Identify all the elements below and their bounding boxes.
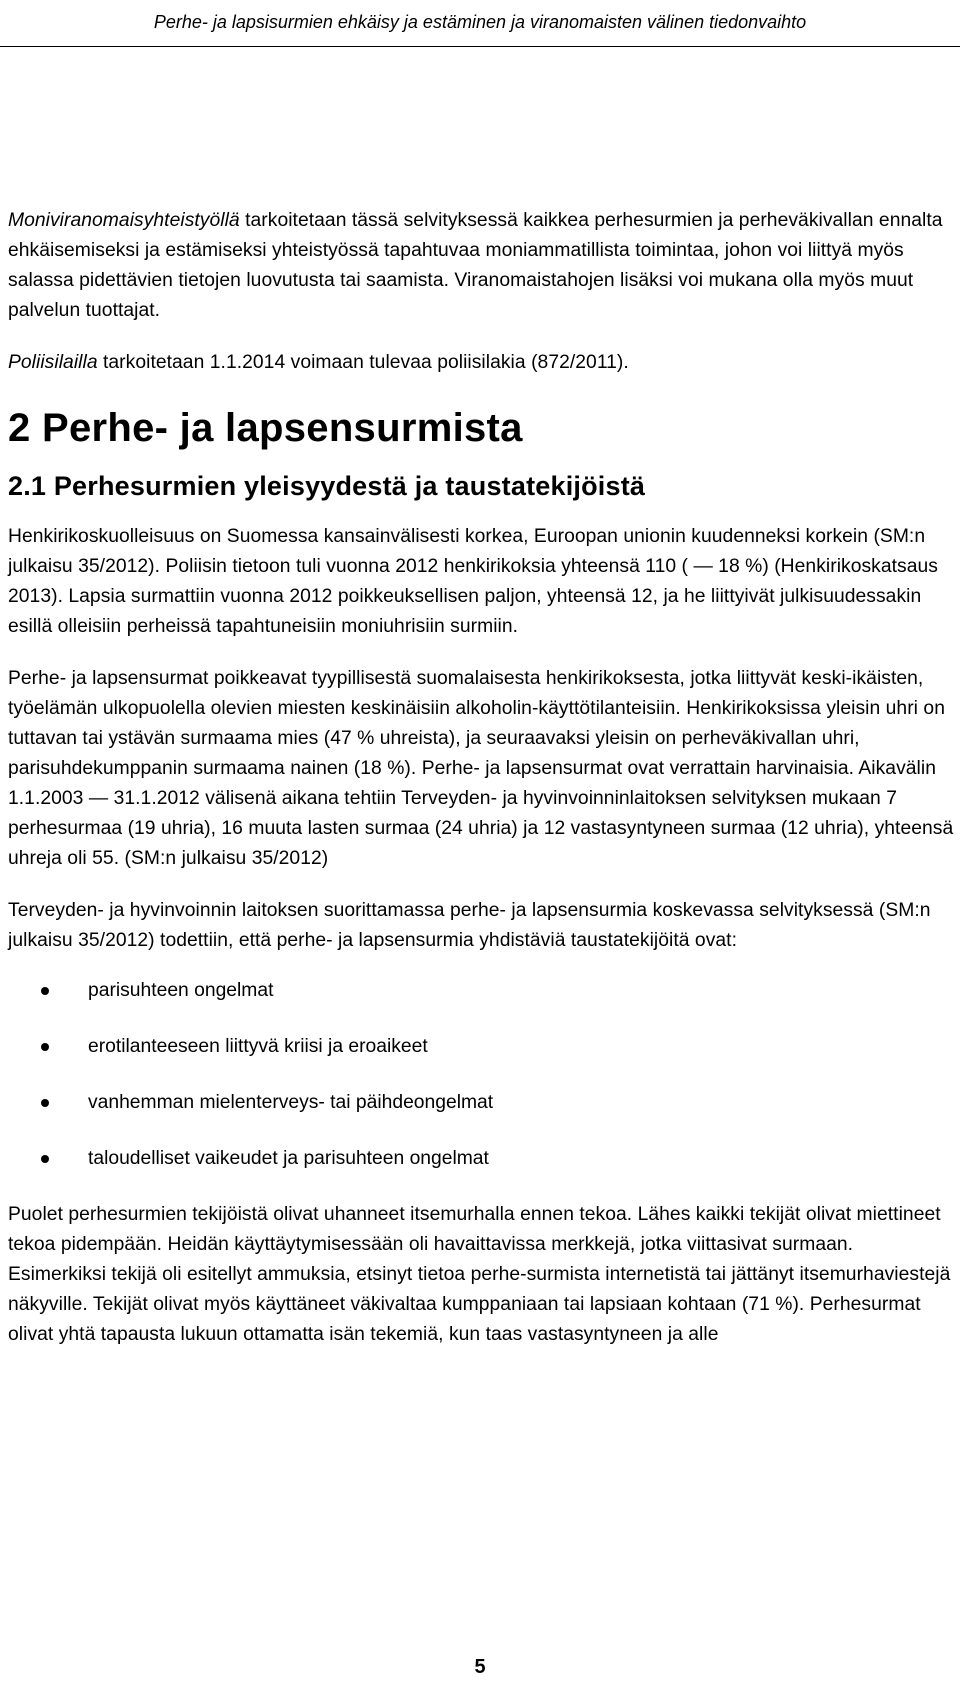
section-heading: 2 Perhe- ja lapsensurmista (8, 406, 523, 450)
bullet-icon (41, 1043, 49, 1051)
subsection-heading: 2.1 Perhesurmien yleisyydestä ja taustatekijöistä (8, 471, 646, 501)
definition-text: tarkoitetaan 1.1.2014 voimaan tulevaa poliisilakia (872/2011). (97, 352, 629, 373)
list-item: erotilanteeseen liittyvä kriisi ja eroaikeet (8, 1032, 956, 1062)
bullet-icon (41, 1099, 49, 1107)
list-item: vanhemman mielenterveys- tai päihdeongelmat (8, 1088, 956, 1118)
definition-text: tarkoitetaan tässä selvityksessä kaikkea perhesurmien ja perheväkivallan ennalta ehkäisemiseksi ja estämiseksi yhteistyössä tapahtuvaa moniammatillista toimintaa, johon voi liittyä myös salassa pidettävien tietojen luovutusta tai saamista. Viranomaistahojen lisäksi voi mukana olla myös muut palvelun tuottajat. (8, 210, 943, 321)
bullet-icon (41, 1155, 49, 1163)
paragraph-homicide-rate: Henkirikoskuolleisuus on Suomessa kansainvälisesti korkea, Euroopan unionin kuudenneksi korkein (SM:n julkaisu 35/2012). Poliisin tietoon tuli vuonna 2012 henkirikoksia yhteensä 110 ( — 18 %) (Henkirikoskatsaus 2013). Lapsia surmattiin vuonna 2012 poikkeuksellisen paljon, yhteensä 12, ja he liittyivät julkisuudessakin esillä olleisiin perheissä tapahtuneisiin moniuhrisiin surmiin. (8, 526, 938, 637)
list-item: parisuhteen ongelmat (8, 976, 956, 1006)
document-body (8, 206, 956, 1350)
definition-police-act (8, 348, 956, 378)
definition-term: Moniviranomaisyhteistyöllä (8, 210, 240, 231)
definition-multiagency (8, 206, 956, 326)
paragraph-background-factors-intro: Terveyden- ja hyvinvoinnin laitoksen suorittamassa perhe- ja lapsensurmia koskevassa selvityksessä (SM:n julkaisu 35/2012) todettiin, että perhe- ja lapsensurmia yhdistäviä taustatekijöitä ovat: (8, 900, 931, 951)
paragraph-family-homicide-stats: Perhe- ja lapsensurmat poikkeavat tyypillisestä suomalaisesta henkirikoksesta, jotka liittyvät keski-ikäisten, työelämän ulkopuolella olevien miesten keskinäisiin alkoholin-käyttötilanteisiin. Henkirikoksissa yleisin uhri on tuttavan tai ystävän surmaama mies (47 % uhreista), ja seuraavaksi yleisin on perheväkivallan uhri, parisuhdekumppanin surmaama nainen (18 %). Perhe- ja lapsensurmat ovat verrattain harvinaisia. Aikavälin 1.1.2003 — 31.1.2012 välisenä aikana tehtiin Terveyden- ja hyvinvoinninlaitoksen selvityksen mukaan 7 perhesurmaa (19 uhria), 16 muuta lasten surmaa (24 uhria) ja 12 vastasyntyneen surmaa (12 uhria), yhteensä uhreja oli 55. (SM:n julkaisu 35/2012) (8, 668, 954, 869)
paragraph-perpetrator-signs: Puolet perhesurmien tekijöistä olivat uhanneet itsemurhalla ennen tekoa. Lähes kaikki tekijät olivat miettineet tekoa pidempään. Heidän käyttäytymisessään oli havaittavissa merkkejä, jotka viittasivat surmaan. Esimerkiksi tekijä oli esitellyt ammuksia, etsinyt tietoa perhe-surmista internetistä tai jättänyt itsemurhaviestejä näkyville. Tekijät olivat myös käyttäneet väkivaltaa kumppaniaan tai lapsiaan kohtaan (71 %). Perhesurmat olivat yhtä tapausta lukuun ottamatta isän tekemiä, kun taas vastasyntyneen ja alle (8, 1204, 951, 1345)
page-number: 5 (474, 1656, 486, 1678)
bullet-icon (41, 987, 49, 995)
background-factors-list (8, 976, 956, 1174)
list-item: taloudelliset vaikeudet ja parisuhteen ongelmat (8, 1144, 956, 1174)
header-rule (0, 46, 960, 47)
running-header-title: Perhe- ja lapsisurmien ehkäisy ja estäminen ja viranomaisten välinen tiedonvaihto (153, 12, 807, 32)
running-header (0, 0, 960, 33)
definition-term: Poliisilailla (8, 352, 98, 373)
